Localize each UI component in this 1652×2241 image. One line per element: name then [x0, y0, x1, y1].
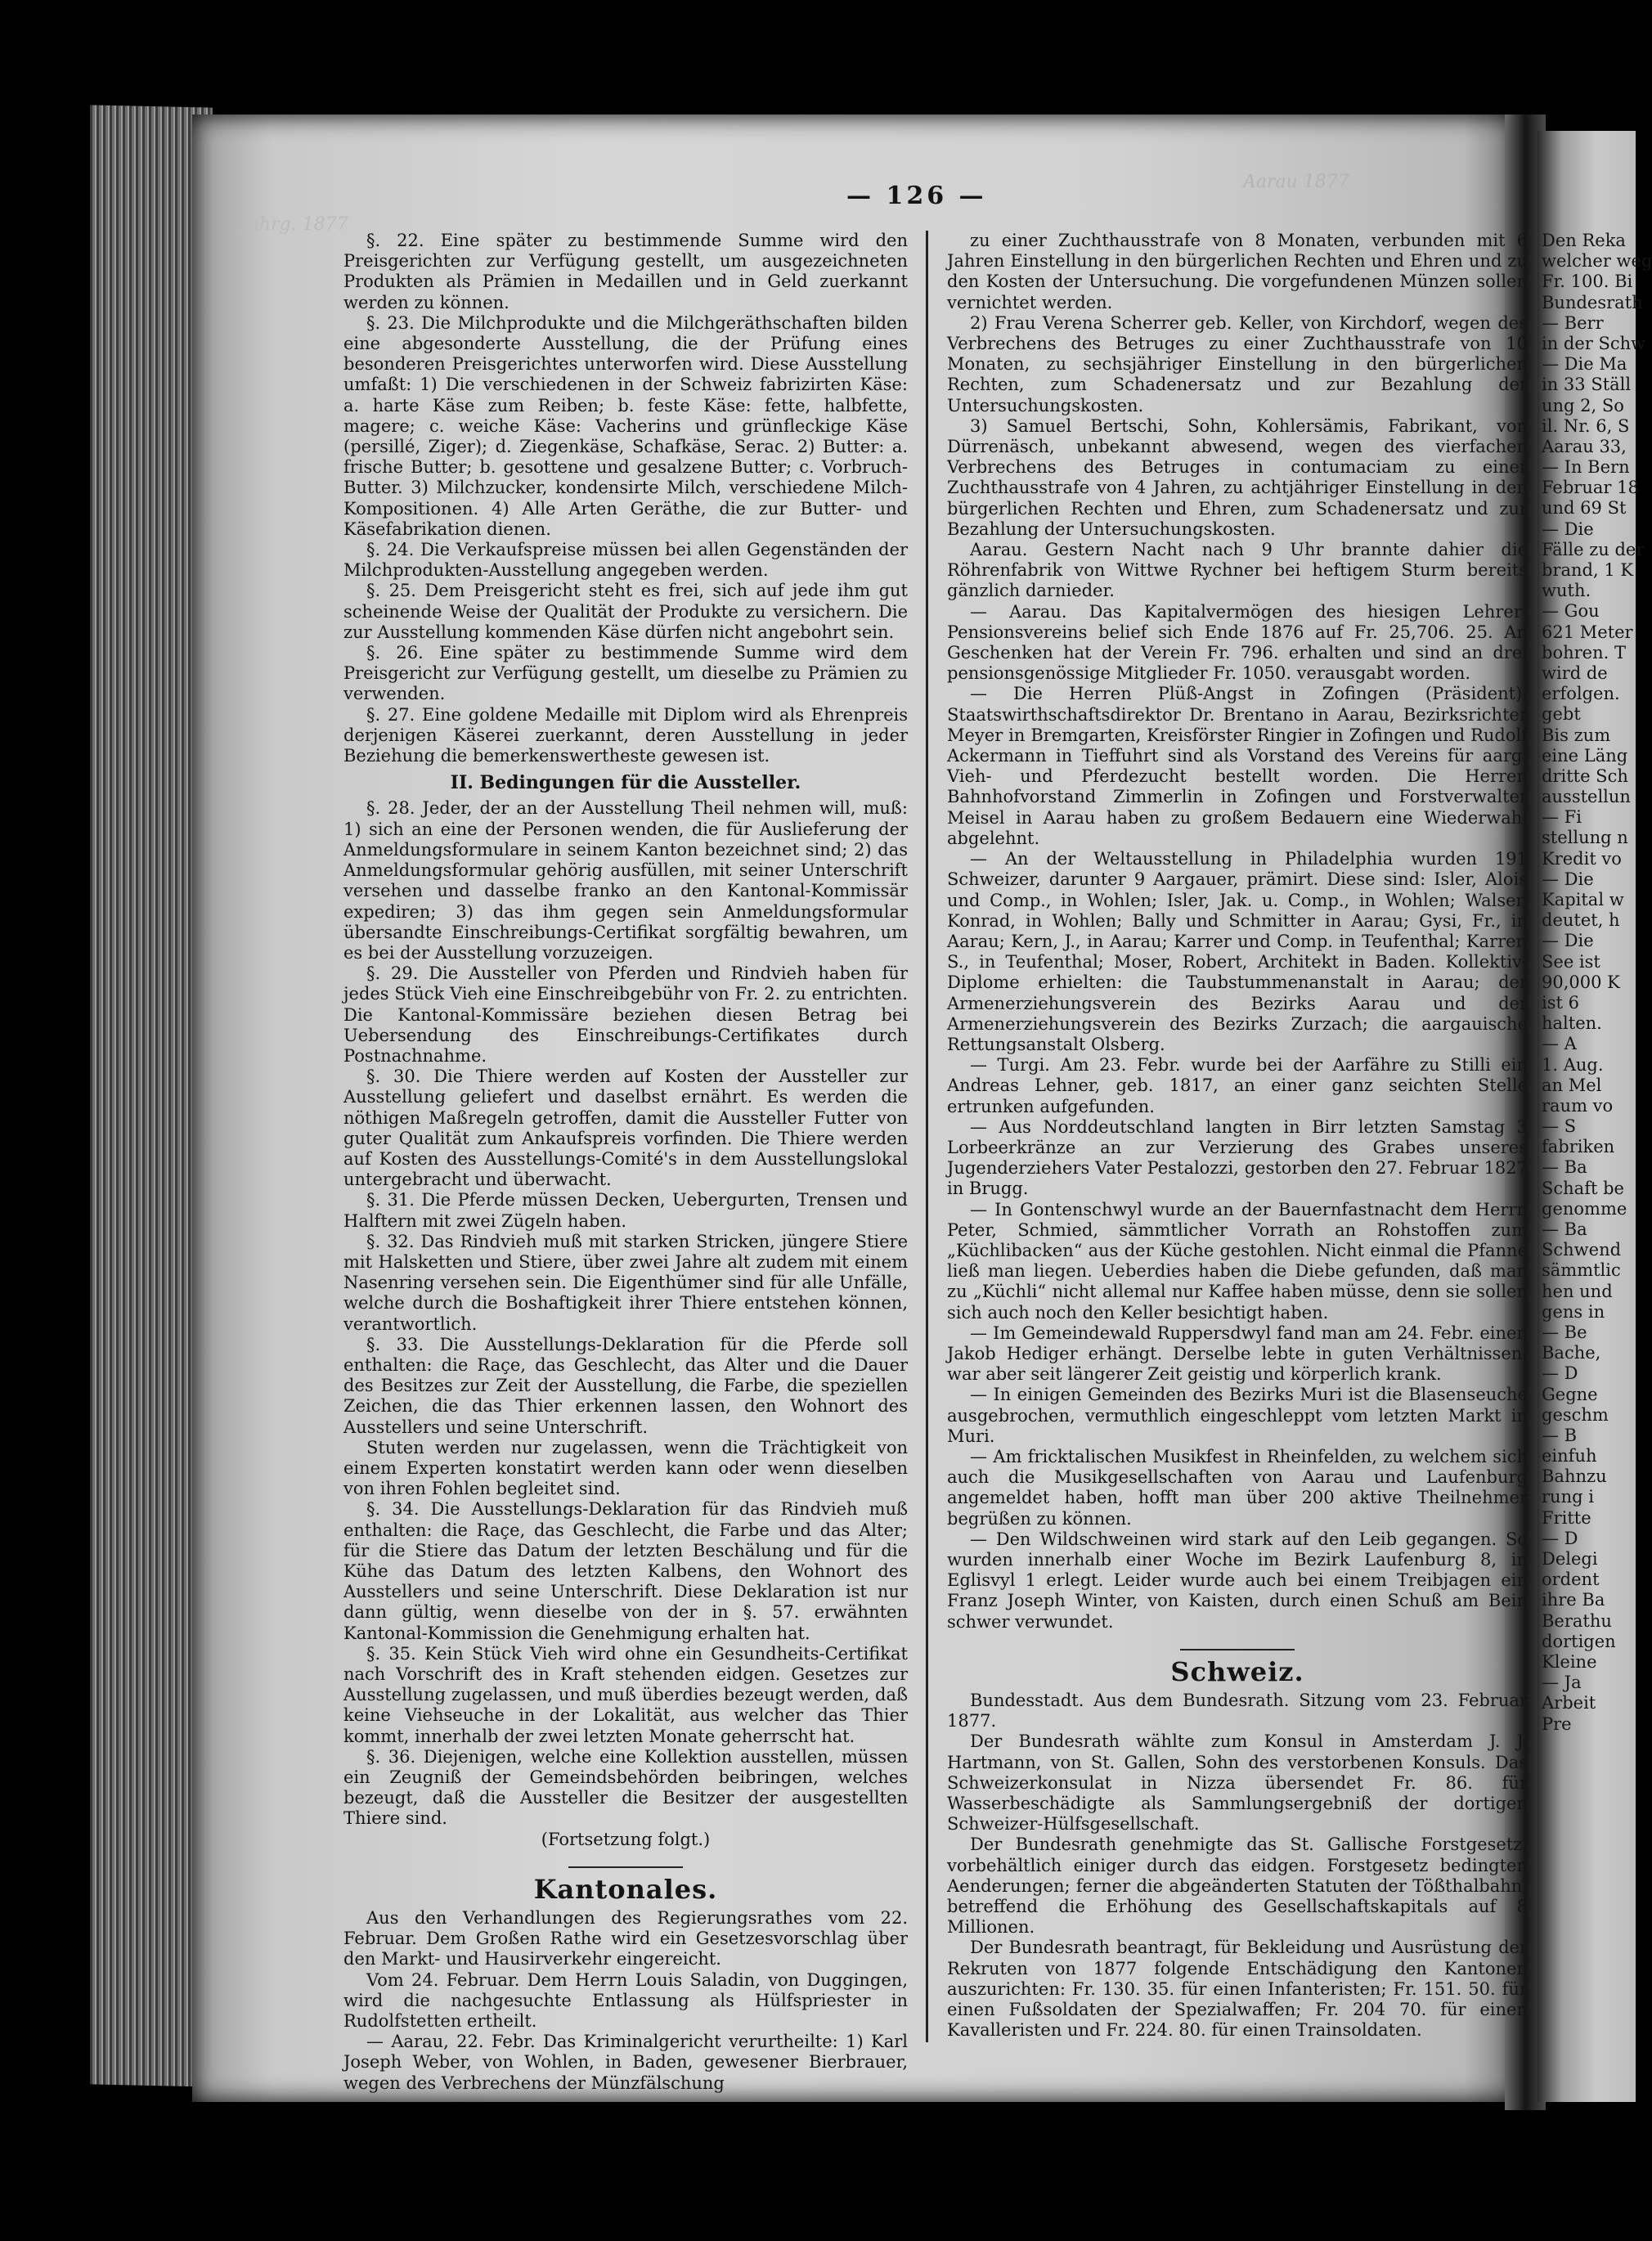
article-paragraph: §. 25. Dem Preisgericht steht es frei, sich auf jede ihm gut scheinende Weise der Qualität der Produkte zu versichern. Die zur Ausstellung kommenden Käse dürfen nicht angebohrt sein.	[343, 581, 908, 642]
article-paragraph: §. 28. Jeder, der an der Ausstellung Theil nehmen will, muß: 1) sich an eine der Personen wenden, die für Auslieferung der Anmeldungsformulare in seinem Kanton bezeichnet sind; 2) das Anmeldungsformular gehörig ausfüllen, mit seiner Unterschrift versehen und dasselbe franko an den Kantonal-Kommissär expediren; 3) das ihm gegen sein Anmeldungsformular übersandte Einschreibungs-Certifikat sorgfältig bewahren, um es bei der Ausstellung vorzuzeigen.	[343, 798, 908, 963]
adjacent-line: Fälle zu der	[1542, 539, 1645, 559]
adjacent-line: Den Reka	[1542, 231, 1626, 250]
adjacent-line: Kleine	[1542, 1651, 1597, 1672]
adjacent-line: fabriken	[1542, 1137, 1615, 1157]
article-paragraph: — An der Weltausstellung in Philadelphia wurden 191 Schweizer, darunter 9 Aargauer, prämirt. Diese sind: Isler, Alois und Comp., in Wohlen; Isler, Jak. u. Comp., in Wohlen; Walser, Konrad, in Wohlen; Bally und Schmitter in Aarau; Gysi, Fr., in Aarau; Kern, J., in Aarau; Karrer und Comp. in Teufenthal; Karrer, S., in Teufenthal; Moser, Robert, Architekt in Baden. Kollektiv-Diplome erhielten: die Taubstummenanstalt in Aarau; der Armenerziehungsverein des Bezirks Aarau und der Armenerziehungsverein des Bezirks Zurzach; die aargauische Rettungsanstalt Olsberg.	[947, 849, 1528, 1054]
adjacent-line: ihre Ba	[1542, 1590, 1605, 1610]
article-paragraph: Der Bundesrath wählte zum Konsul in Amsterdam J. J. Hartmann, von St. Gallen, Sohn des verstorbenen Konsuls. Das Schweizerkonsulat in Nizza übersendet Fr. 86. für Wasserbeschädigte als Sammlungsergebniß der dortigen Schweizer-Hülfsgesellschaft.	[947, 1731, 1528, 1835]
adjacent-line: bohren. T	[1542, 642, 1626, 662]
article-paragraph: §. 32. Das Rindvieh muß mit starken Stricken, jüngere Stiere mit Halsketten und Stiere, über zwei Jahre alt zudem mit einem Nasenring versehen sein. Die Eigenthümer sind für alle Unfälle, welche durch die Boshaftigkeit ihrer Thiere entstehen können, verantwortlich.	[343, 1231, 908, 1334]
adjacent-line: sämmtlic	[1542, 1260, 1621, 1281]
article-paragraph: — Aarau, 22. Febr. Das Kriminalgericht verurtheilte: 1) Karl Joseph Weber, von Wohlen, in Baden, gewesener Bierbrauer, wegen des Verbrechens der Münzfälschung	[343, 2032, 908, 2093]
adjacent-line: und 69 St	[1542, 498, 1627, 519]
left-column	[343, 231, 908, 2094]
section-divider	[568, 1866, 683, 1868]
paragraph-group	[947, 231, 1528, 1632]
adjacent-line: ausstellun	[1542, 787, 1631, 807]
adjacent-line: Delegi	[1542, 1549, 1598, 1569]
adjacent-line: — D	[1542, 1363, 1578, 1384]
adjacent-line: Kredit vo	[1542, 848, 1622, 869]
article-paragraph: — In Gontenschwyl wurde an der Bauernfastnacht dem Herrn Peter, Schmied, sämmtlicher Vorrath an Rohstoffen zum „Küchlibacken“ aus der Küche gestohlen. Nicht einmal die Pfanne ließ man liegen. Ueberdies haben die Diebe gefunden, daß man zu „Küchli“ nicht allemal nur Kaffee haben müsse, denn sie sollen sich auch noch den Keller besichtigt haben.	[947, 1199, 1528, 1323]
adjacent-line: an Mel	[1542, 1075, 1602, 1095]
article-paragraph: — Die Herren Plüß-Angst in Zofingen (Präsident), Staatswirthschaftsdirektor Dr. Brentano in Aarau, Bezirksrichter Meyer in Bremgarten, Kreisförster Ringier in Zofingen und Rudolf Ackermann in Tieffuhrt sind als Vorstand des Vereins für aarg. Vieh- und Pferdezucht bestellt worden. Die Herren Bahnhofvorstand Zimmerlin in Zofingen und Forstverwalter Meisel in Aarau haben zu großem Bedauern eine Wiederwahl abgelehnt.	[947, 684, 1528, 848]
article-paragraph: §. 36. Diejenigen, welche eine Kollektion ausstellen, müssen ein Zeugniß der Gemeindsbehörden beibringen, welches bezeugt, daß die Aussteller die Besitzer der ausgestellten Thiere sind.	[343, 1746, 908, 1829]
article-paragraph: §. 29. Die Aussteller von Pferden und Rindvieh haben für jedes Stück Vieh eine Einschreibgebühr von Fr. 2. zu entrichten. Die Kantonal-Kommissäre beziehen diesen Betrag bei Uebersendung des Einschreibungs-Certifikates durch Postnachnahme.	[343, 963, 908, 1066]
adjacent-line: Bis zum	[1542, 725, 1611, 745]
article-paragraph: §. 22. Eine später zu bestimmende Summe wird den Preisgerichten zur Verfügung gestellt, um ausgezeichneten Produkten als Prämien in Medaillen und in Geld zuerkannt werden zu können.	[343, 231, 908, 312]
adjacent-line: — A	[1542, 1034, 1577, 1054]
article-paragraph: 3) Samuel Bertschi, Sohn, Kohlersämis, Fabrikant, von Dürrenäsch, unbekannt abwesend, wegen des vierfachen Verbrechens des Betruges in contumaciam zu einer Zuchthausstrafe von 4 Jahren, zu achtjähriger Einstellung in den bürgerlichen Rechten und Ehren, zum Schadenersatz und zur Bezahlung der Untersuchungskosten.	[947, 415, 1528, 539]
article-paragraph: Der Bundesrath genehmigte das St. Gallische Forstgesetz, vorbehältlich einiger durch das eidgen. Forstgesetz bedingten Aenderungen; ferner die abgeänderten Statuten der Tößthalbahn, betreffend die Erhöhung des Gesellschaftskapitals auf 8 Millionen.	[947, 1835, 1528, 1938]
adjacent-line: Fritte	[1542, 1507, 1591, 1528]
article-paragraph: §. 34. Die Ausstellungs-Deklaration für das Rindvieh muß enthalten: die Raçe, das Geschlecht, die Farbe und das Alter; für die Stiere das Datum der letzten Beschälung und für die Kühe das Datum des letzten Kalbens, den Wohnort des Ausstellers und seine Unterschrift. Diese Deklaration ist nur dann gültig, wenn dieselbe von der in §. 57. erwähnten Kantonal-Kommission die Genehmigung erhalten hat.	[343, 1499, 908, 1643]
section-title-schweiz: Schweiz.	[1170, 1655, 1304, 1687]
bleed-through-mark: Aarau 1877	[1243, 172, 1349, 192]
adjacent-line: einfuh	[1542, 1446, 1597, 1466]
adjacent-line: in 33 Ställ	[1542, 375, 1632, 395]
article-paragraph: Stuten werden nur zugelassen, wenn die Trächtigkeit von einem Experten konstatirt werden kann oder wenn dieselben von ihren Fohlen begleitet sind.	[343, 1437, 908, 1499]
article-paragraph: — Turgi. Am 23. Febr. wurde bei der Aarfähre zu Stilli ein Andreas Lehner, geb. 1817, an einer ganz seichten Stelle ertrunken aufgefunden.	[947, 1055, 1528, 1116]
adjacent-line: Berathu	[1542, 1610, 1612, 1631]
adjacent-line: — S	[1542, 1116, 1577, 1137]
adjacent-line: wuth.	[1542, 581, 1591, 601]
article-paragraph: §. 31. Die Pferde müssen Decken, Uebergurten, Trensen und Halftern mit zwei Zügeln haben.	[343, 1190, 908, 1231]
article-paragraph: — In einigen Gemeinden des Bezirks Muri ist die Blasenseuche ausgebrochen, vermuthlich eingeschleppt vom letzten Markt in Muri.	[947, 1385, 1528, 1446]
adjacent-line: — Die	[1542, 931, 1594, 951]
adjacent-line: — Fi	[1542, 807, 1582, 828]
adjacent-line: dritte Sch	[1542, 766, 1628, 786]
adjacent-line: Februar 18	[1542, 478, 1639, 498]
adjacent-line: brand, 1 K	[1542, 560, 1634, 580]
adjacent-line: Gegne	[1542, 1384, 1598, 1404]
article-paragraph: — Aus Norddeutschland langten in Birr letzten Samstag 3 Lorbeerkränze an zur Verzierung des Grabes unseres Jugenderziehers Vater Pestalozzi, gestorben den 27. Februar 1827 in Brugg.	[947, 1116, 1528, 1199]
paragraph-group	[947, 1691, 1528, 2041]
adjacent-line: — Ba	[1542, 1157, 1587, 1178]
adjacent-line: Arbeit	[1542, 1693, 1596, 1713]
article-paragraph: Der Bundesrath beantragt, für Bekleidung und Ausrüstung der Rekruten von 1877 folgende Entschädigung den Kantonen auszurichten: Fr. 130. 35. für einen Infanteristen; Fr. 151. 50. für einen Fußsoldaten der Spezialwaffen; Fr. 204 70. für einen Kavalleristen und Fr. 224. 80. für einen Trainsoldaten.	[947, 1938, 1528, 2041]
adjacent-line: wird de	[1542, 662, 1608, 683]
article-paragraph: §. 26. Eine später zu bestimmende Summe wird dem Preisgericht zur Verfügung gestellt, um dieselbe zu Prämien zu verwenden.	[343, 643, 908, 704]
adjacent-line: ist 6	[1542, 992, 1579, 1013]
page-number: — 126 —	[846, 182, 987, 210]
article-paragraph: — Aarau. Das Kapitalvermögen des hiesigen Lehrer-Pensionsvereins belief sich Ende 1876 auf Fr. 25,706. 25. An Geschenken hat der Verein Fr. 796. erhalten und sind an drei pensionsgenössige Mitglieder Fr. 1050. verausgabt worden.	[947, 601, 1528, 684]
adjacent-line: Schwend	[1542, 1240, 1622, 1260]
adjacent-line: raum vo	[1542, 1095, 1614, 1116]
adjacent-page-text	[1542, 231, 1652, 1735]
adjacent-line: halten.	[1542, 1013, 1602, 1034]
article-paragraph: — Am fricktalischen Musikfest in Rheinfelden, zu welchem sich auch die Musikgesellschaften von Aarau und Laufenburg angemeldet haben, hofft man über 200 aktive Theilnehmer begrüßen zu können.	[947, 1446, 1528, 1529]
adjacent-line: — Be	[1542, 1322, 1587, 1342]
article-paragraph: §. 24. Die Verkaufspreise müssen bei allen Gegenständen der Milchprodukten-Ausstellung angegeben werden.	[343, 540, 908, 581]
right-column	[947, 231, 1528, 2041]
section-divider	[1180, 1649, 1295, 1650]
adjacent-line: genomme	[1542, 1198, 1627, 1219]
adjacent-line: Schaft be	[1542, 1178, 1624, 1198]
adjacent-line: — Gou	[1542, 601, 1600, 622]
article-paragraph: — Im Gemeindewald Ruppersdwyl fand man am 24. Febr. einen Jakob Hediger erhängt. Derselbe lebte in guten Verhältnissen, war aber seit längerer Zeit geistig und körperlich krank.	[947, 1323, 1528, 1385]
adjacent-line: hen und	[1542, 1281, 1613, 1301]
adjacent-line: See ist	[1542, 951, 1600, 972]
adjacent-line: stellung n	[1542, 828, 1628, 848]
adjacent-line: 1. Aug.	[1542, 1054, 1604, 1075]
adjacent-line: — Die	[1542, 519, 1594, 539]
article-paragraph: §. 23. Die Milchprodukte und die Milchgeräthschaften bilden eine abgesonderte Ausstellung, die der Prüfung eines besonderen Preisgerichtes unterworfen wird. Diese Ausstellung umfaßt: 1) Die verschiedenen in der Schweiz fabrizirten Käse: a. harte Käse zum Reiben; b. feste Käse: fette, halbfette, magere; c. weiche Käse: Vacherins und grünfleckige Käse (persillé, Ziger); d. Ziegenkäse, Schafkäse, Serac. 2) Butter: a. frische Butter; b. gesottene und gesalzene Butter; c. Vorbruch-Butter. 3) Milchzucker, kondensirte Milch, verschiedene Milch-Kompositionen. 4) Alle Arten Geräthe, die zur Butter- und Käsefabrikation dienen.	[343, 312, 908, 539]
adjacent-line: 90,000 K	[1542, 972, 1620, 992]
adjacent-line: eine Läng	[1542, 745, 1628, 766]
adjacent-line: gebt	[1542, 704, 1581, 725]
article-paragraph: 2) Frau Verena Scherrer geb. Keller, von Kirchdorf, wegen des Verbrechens des Betruges zu einer Zuchthausstrafe von 10 Monaten, zu sechsjähriger Einstellung in den bürgerlichen Rechten, zum Schadenersatz und zur Bezahlung der Untersuchungskosten.	[947, 312, 1528, 415]
adjacent-line: — Ba	[1542, 1219, 1587, 1239]
adjacent-line: rung i	[1542, 1487, 1594, 1507]
paragraph-group	[343, 1908, 908, 2094]
article-paragraph: Vom 24. Februar. Dem Herrn Louis Saladin, von Duggingen, wird die nachgesuchte Entlassung als Hülfspriester in Rudolfstetten ertheilt.	[343, 1969, 908, 2032]
adjacent-line: ung 2, So	[1542, 395, 1624, 415]
adjacent-line: Bache,	[1542, 1343, 1601, 1363]
adjacent-line: in der Schw	[1542, 333, 1646, 353]
adjacent-line: gens in	[1542, 1301, 1605, 1322]
continued-note: (Fortsetzung folgt.)	[541, 1829, 711, 1849]
section-subheading: II. Bedingungen für die Aussteller.	[450, 772, 801, 794]
adjacent-line: — Die	[1542, 869, 1594, 889]
adjacent-line: Kapital w	[1542, 890, 1624, 909]
section-title-kantonales: Kantonales.	[533, 1873, 718, 1905]
column-divider	[926, 231, 928, 2042]
article-paragraph: §. 35. Kein Stück Vieh wird ohne ein Gesundheits-Certifikat nach Vorschrift des in Kraft stehenden eidgen. Gesetzes zur Ausstellung zugelassen, und muß überdies bezeugt werden, daß keine Viehseuche in der Lokalität, aus welcher das Thier kommt, innerhalb der zwei letzten Monate geherrscht hat.	[343, 1643, 908, 1746]
adjacent-line: Aarau 33,	[1542, 436, 1627, 456]
article-paragraph: §. 30. Die Thiere werden auf Kosten der Aussteller zur Ausstellung geliefert und daselbst ernährt. Es werden die nöthigen Maßregeln getroffen, damit die Aussteller Futter von guter Qualität zum Ankaufspreis vorfinden. Die Thiere werden auf Kosten des Ausstellungs-Comité's in dem Ausstellungslokal untergebracht und überwacht.	[343, 1067, 908, 1190]
paragraph-group	[343, 798, 908, 1829]
adjacent-line: erfolgen.	[1542, 684, 1620, 704]
adjacent-line: il. Nr. 6, S	[1542, 415, 1630, 436]
article-paragraph: Aus den Verhandlungen des Regierungsrathes vom 22. Februar. Dem Großen Rathe wird ein Gesetzesvorschlag über den Markt- und Hausirverkehr eingereicht.	[343, 1908, 908, 1969]
adjacent-line: — Berr	[1542, 312, 1604, 333]
article-paragraph: §. 33. Die Ausstellungs-Deklaration für die Pferde soll enthalten: die Raçe, das Geschlecht, das Alter und die Dauer des Besitzes zur Zeit der Ausstellung, die Farbe, die speziellen Zeichen, die das Thier erkennen lassen, den Wohnort des Ausstellers und seine Unterschrift.	[343, 1334, 908, 1437]
article-paragraph: — Den Wildschweinen wird stark auf den Leib gegangen. So wurden innerhalb einer Woche im Bezirk Laufenburg 8, in Eglisvyl 1 erlegt. Leider wurde auch bei einem Treibjagen ein Franz Joseph Winter, von Kaisten, durch einen Schuß am Bein schwer verwundet.	[947, 1529, 1528, 1632]
bleed-through-mark: Jahrg. 1877	[241, 214, 348, 235]
adjacent-line: — B	[1542, 1425, 1578, 1445]
adjacent-line: Pre	[1542, 1713, 1572, 1734]
adjacent-line: welcher weg	[1542, 251, 1652, 272]
article-paragraph: §. 27. Eine goldene Medaille mit Diplom wird als Ehrenpreis derjenigen Käserei zuerkannt, deren Ausstellung in jeder Beziehung die bemerkenswertheste gewesen ist.	[343, 704, 908, 766]
adjacent-line: dortigen	[1542, 1631, 1616, 1651]
article-paragraph: Aarau. Gestern Nacht nach 9 Uhr brannte dahier die Röhrenfabrik von Wittwe Rychner bei heftigem Sturm bereits gänzlich darnieder.	[947, 540, 1528, 601]
article-paragraph: Bundesstadt. Aus dem Bundesrath. Sitzung vom 23. Februar 1877.	[947, 1691, 1528, 1731]
adjacent-line: Bahnzu	[1542, 1466, 1607, 1487]
adjacent-line: 621 Meter	[1542, 622, 1633, 642]
paragraph-group	[343, 231, 908, 766]
adjacent-line: — Die Ma	[1542, 354, 1627, 375]
adjacent-line: ordent	[1542, 1570, 1600, 1590]
adjacent-line: Fr. 100. Bi	[1542, 272, 1633, 292]
adjacent-line: — D	[1542, 1528, 1578, 1548]
adjacent-line: geschm	[1542, 1404, 1609, 1425]
adjacent-line: deutet, h	[1542, 910, 1620, 931]
adjacent-line: — Ja	[1542, 1673, 1582, 1693]
adjacent-line: Bundesrath	[1542, 292, 1643, 312]
adjacent-line: — In Bern	[1542, 457, 1630, 478]
article-paragraph: zu einer Zuchthausstrafe von 8 Monaten, verbunden mit 6 Jahren Einstellung in den bürgerlichen Rechten und Ehren und zu den Kosten der Untersuchung. Die vorgefundenen Münzen sollen vernichtet werden.	[947, 231, 1528, 312]
